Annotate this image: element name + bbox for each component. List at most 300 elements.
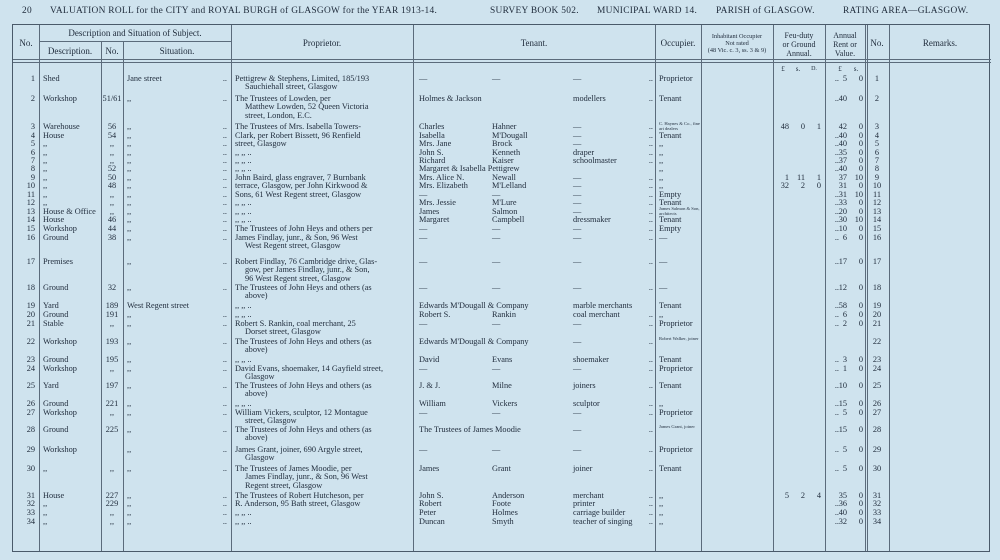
occupier: Tenant — [659, 215, 682, 224]
tenant-first-name: James — [419, 207, 440, 216]
row-number-right: 3 — [874, 122, 880, 131]
tenant-first-name: John S. — [419, 148, 444, 157]
description: Shed — [43, 74, 60, 83]
tenant-leader: .. — [648, 319, 653, 328]
proprietor-line: ,, ,, .. — [235, 156, 252, 165]
row-number-right: 17 — [872, 257, 882, 266]
situation: ,, — [127, 94, 132, 103]
occupier-note: Robert Walker, joiner — [659, 336, 699, 341]
survey-book: SURVEY BOOK 502. — [490, 6, 579, 16]
proprietor-line: R. Anderson, 95 Bath street, Glasgow — [235, 499, 361, 508]
tenant-occupation: draper — [573, 148, 595, 157]
annual-shillings: 0 — [858, 181, 863, 190]
tenant-first-name: Edwards M'Dougall & Company — [419, 301, 529, 310]
row-number: 27 — [26, 408, 35, 417]
occupier: ,, — [659, 499, 664, 508]
proprietor-line: ,, ,, .. — [235, 355, 252, 364]
description: ,, — [43, 173, 48, 182]
situation: ,, — [127, 355, 132, 364]
row-number-right: 24 — [872, 364, 882, 373]
tenant-occupation: modellers — [573, 94, 606, 103]
tenant-surname: Milne — [492, 381, 512, 390]
street-number: 191 — [105, 310, 119, 319]
tenant-first-name: — — [419, 283, 428, 292]
row-number: 20 — [26, 310, 35, 319]
description: Ground — [43, 399, 69, 408]
rating-area: RATING AREA—GLASGOW. — [843, 6, 969, 16]
situation: Jane street — [127, 74, 162, 83]
tenant-first-name: Edwards M'Dougall & Company — [419, 337, 529, 346]
tenant-leader: .. — [648, 139, 653, 148]
feu-pounds-head: £ — [781, 65, 785, 73]
proprietor-line: Robert Findlay, 76 Cambridge drive, Glas- — [235, 257, 378, 266]
annual-shillings: 10 — [854, 173, 863, 182]
situation-leader: .. — [222, 464, 227, 473]
feu-shillings: 2 — [800, 181, 805, 190]
annual-pounds: 3 — [842, 355, 847, 364]
street-number: ,, — [109, 207, 115, 216]
description: Ground — [43, 310, 69, 319]
annual-pounds: 6 — [842, 233, 847, 242]
occupier: ,, — [659, 399, 664, 408]
occupier-note: James Salmon & Son, architects — [659, 206, 700, 216]
situation-leader: .. — [222, 337, 227, 346]
street-number: 189 — [105, 301, 119, 310]
annual-shillings: 0 — [858, 224, 863, 233]
situation-leader: .. — [222, 491, 227, 500]
row-number-right: 16 — [872, 233, 882, 242]
tenant-occupation: printer — [573, 499, 596, 508]
situation: ,, — [127, 464, 132, 473]
annual-shillings: 0 — [858, 198, 863, 207]
street-number: ,, — [109, 464, 115, 473]
street-number: ,, — [109, 319, 115, 328]
row-number-right: 10 — [872, 181, 882, 190]
occupier: ,, — [659, 508, 664, 517]
tenant-surname: — — [492, 408, 501, 417]
tenant-first-name: William — [419, 399, 446, 408]
row-number-right: 6 — [874, 148, 880, 157]
tenant-first-name: — — [419, 224, 428, 233]
tenant-occupation: — — [573, 408, 582, 417]
row-number-right: 21 — [872, 319, 882, 328]
annual-shillings: 0 — [858, 139, 863, 148]
description: Stable — [43, 319, 64, 328]
proprietor-line: Regent street, Glasgow — [245, 480, 323, 490]
annual-leader: .. — [834, 310, 839, 319]
annual-pounds: 2 — [842, 319, 847, 328]
situation-leader: .. — [222, 198, 227, 207]
situation: ,, — [127, 164, 132, 173]
description: Ground — [43, 283, 69, 292]
tenant-first-name: — — [419, 445, 428, 454]
col-proprietor: Proprietor. — [302, 38, 342, 48]
situation: ,, — [127, 173, 132, 182]
tenant-occupation: — — [573, 131, 582, 140]
tenant-first-name: — — [419, 408, 428, 417]
situation-leader: .. — [222, 399, 227, 408]
situation-leader: .. — [222, 156, 227, 165]
row-number: 28 — [26, 425, 35, 434]
street-number: 54 — [107, 131, 117, 140]
situation: ,, — [127, 310, 132, 319]
tenant-occupation: coal merchant — [573, 310, 620, 319]
occupier: ,, — [659, 491, 664, 500]
tenant-surname: Smyth — [492, 517, 514, 526]
tenant-first-name: — — [419, 74, 428, 83]
situation: ,, — [127, 399, 132, 408]
annual-leader: .. — [834, 399, 839, 408]
annual-shillings: 0 — [858, 131, 863, 140]
tenant-surname: — — [492, 233, 501, 242]
annual-leader: .. — [834, 215, 839, 224]
row-number: 1 — [30, 74, 35, 83]
proprietor-line: ,, ,, .. — [235, 207, 252, 216]
street-number: 48 — [107, 181, 117, 190]
occupier-note: C. Haynes & Co., fine art dealers — [659, 121, 700, 131]
annual-shillings: 0 — [858, 517, 863, 526]
row-number-right: 19 — [872, 301, 882, 310]
col-no-right: No. — [870, 38, 884, 48]
row-number-right: 15 — [872, 224, 882, 233]
row-number-right: 25 — [872, 381, 882, 390]
description: ,, — [43, 156, 48, 165]
tenant-occupation: — — [573, 364, 582, 373]
description: Workshop — [43, 337, 77, 346]
situation-leader: .. — [222, 181, 227, 190]
annual-pounds: 30 — [838, 215, 847, 224]
tenant-surname: M'Dougall — [492, 131, 528, 140]
street-number: 227 — [105, 491, 119, 500]
description: House & Office — [43, 207, 96, 216]
description: ,, — [43, 164, 48, 173]
annual-pounds: 31 — [838, 181, 847, 190]
situation: ,, — [127, 337, 132, 346]
tenant-leader: .. — [648, 94, 653, 103]
roll-table — [12, 24, 990, 552]
col-desc-no: No. — [105, 46, 119, 56]
annual-leader: .. — [834, 364, 839, 373]
proprietor-line: 96 West Regent street, Glasgow — [245, 273, 351, 283]
description: Workshop — [43, 445, 77, 454]
occupier: ,, — [659, 310, 664, 319]
row-number-right: 31 — [872, 491, 882, 500]
tenant-surname: Salmon — [492, 207, 518, 216]
annual-pounds: 37 — [838, 173, 847, 182]
occupier: — — [659, 257, 668, 266]
tenant-surname: — — [492, 224, 501, 233]
tenant-first-name: Margaret — [419, 215, 450, 224]
tenant-first-name: — — [419, 190, 428, 199]
municipal-ward: MUNICIPAL WARD 14. — [597, 6, 698, 16]
tenant-first-name: Mrs. Jessie — [419, 198, 456, 207]
row-number: 16 — [26, 233, 35, 242]
annual-shillings: 0 — [858, 156, 863, 165]
tenant-leader: .. — [648, 190, 653, 199]
tenant-occupation: — — [573, 319, 582, 328]
proprietor-line: James Grant, joiner, 690 Argyle street, — [235, 445, 363, 454]
annual-pounds: 35 — [838, 491, 847, 500]
tenant-surname: Evans — [492, 355, 513, 364]
occupier: Tenant — [659, 464, 682, 473]
tenant-leader: .. — [648, 499, 653, 508]
tenant-leader: .. — [648, 491, 653, 500]
annual-shillings: 0 — [858, 491, 863, 500]
street-number: 38 — [107, 233, 117, 242]
tenant-surname: Brock — [492, 139, 513, 148]
proprietor-line: above) — [245, 433, 268, 443]
street-number: 46 — [107, 215, 117, 224]
row-number-right: 14 — [872, 215, 882, 224]
situation-leader: .. — [222, 139, 227, 148]
tenant-occupation: — — [573, 283, 582, 292]
tenant-leader: .. — [648, 148, 653, 157]
annual-leader: .. — [834, 445, 839, 454]
tenant-leader: .. — [648, 445, 653, 454]
proprietor-line: The Trustees of Mrs. Isabella Towers- — [235, 122, 362, 131]
row-number-right: 34 — [872, 517, 882, 526]
tenant-first-name: The Trustees of James Moodie — [419, 425, 521, 434]
tenant-occupation: marble merchants — [573, 301, 633, 310]
col-tenant: Tenant. — [520, 38, 548, 48]
situation-leader: .. — [222, 215, 227, 224]
annual-pounds: 1 — [842, 364, 847, 373]
tenant-leader: .. — [648, 283, 653, 292]
situation-leader: .. — [222, 190, 227, 199]
street-number: 195 — [105, 355, 119, 364]
annual-pounds: 42 — [838, 122, 847, 131]
annual-shillings: 0 — [858, 207, 863, 216]
description: House — [43, 215, 65, 224]
annual-leader: .. — [834, 301, 839, 310]
proprietor-line: The Trustees of John Heys and others (as — [235, 283, 372, 292]
description: ,, — [43, 181, 48, 190]
tenant-occupation: carriage builder — [573, 508, 626, 517]
annual-leader: .. — [834, 94, 839, 103]
feu-pence: 4 — [816, 491, 821, 500]
tenant-occupation: — — [573, 181, 582, 190]
row-number-right: 32 — [872, 499, 882, 508]
street-number: 44 — [107, 224, 117, 233]
row-number-right: 20 — [872, 310, 882, 319]
row-number: 25 — [26, 381, 35, 390]
tenant-leader: .. — [648, 337, 653, 346]
proprietor-line: John Baird, glass engraver, 7 Burnbank — [235, 173, 366, 182]
annual-shillings: 0 — [858, 408, 863, 417]
annual-pounds: 5 — [842, 464, 847, 473]
situation-leader: .. — [222, 355, 227, 364]
row-number-right: 28 — [872, 425, 882, 434]
tenant-leader: .. — [648, 364, 653, 373]
proprietor-line: ,, ,, .. — [235, 399, 252, 408]
tenant-leader: .. — [648, 517, 653, 526]
situation-leader: .. — [222, 207, 227, 216]
annual-shillings: 0 — [858, 381, 863, 390]
occupier: Proprietor — [659, 408, 693, 417]
description: ,, — [43, 508, 48, 517]
proprietor-line: The Trustees of Lowden, per — [235, 94, 331, 103]
annual-leader: .. — [834, 224, 839, 233]
proprietor-line: street, London, E.C. — [245, 110, 312, 120]
occupier: ,, — [659, 517, 664, 526]
proprietor-line: ,, ,, .. — [235, 508, 252, 517]
tenant-occupation: shoemaker — [573, 355, 609, 364]
situation-leader: .. — [222, 445, 227, 454]
row-number: 22 — [26, 337, 35, 346]
street-number: ,, — [109, 190, 115, 199]
proprietor-line: David Evans, shoemaker, 14 Gayfield street, — [235, 364, 384, 373]
tenant-leader: .. — [648, 131, 653, 140]
situation-leader: .. — [222, 283, 227, 292]
street-number: ,, — [109, 517, 115, 526]
annual-shillings: 0 — [858, 74, 863, 83]
proprietor-line: Matthew Lowden, 52 Queen Victoria — [245, 102, 369, 112]
situation-leader: .. — [222, 257, 227, 266]
proprietor-line: The Trustees of John Heys and others (as — [235, 337, 372, 346]
tenant-first-name: — — [419, 364, 428, 373]
tenant-occupation: dressmaker — [573, 215, 611, 224]
situation: ,, — [127, 207, 132, 216]
col-description: Description. — [47, 46, 93, 56]
proprietor-line: James Findlay, junr., & Son, 96 West — [235, 233, 358, 242]
row-number-right: 18 — [872, 283, 882, 292]
tenant-surname: Anderson — [492, 491, 525, 500]
row-number: 12 — [26, 198, 35, 207]
tenant-surname: — — [492, 319, 501, 328]
row-number-right: 7 — [874, 156, 880, 165]
tenant-leader: .. — [648, 207, 653, 216]
annual-pounds: 40 — [838, 131, 847, 140]
annual-pounds: 15 — [838, 425, 847, 434]
feu-pounds: 1 — [784, 173, 789, 182]
row-number: 30 — [26, 464, 35, 473]
row-number-right: 22 — [872, 337, 882, 346]
proprietor-line: The Trustees of John Heys and others (as — [235, 425, 372, 434]
situation-leader: .. — [222, 310, 227, 319]
annual-pounds: 6 — [842, 310, 847, 319]
proprietor-line: William Vickers, sculptor, 12 Montague — [235, 408, 368, 417]
annual-shillings: 0 — [858, 283, 863, 292]
tenant-leader: .. — [648, 381, 653, 390]
annual-leader: .. — [834, 283, 839, 292]
annual-leader: .. — [834, 508, 839, 517]
situation: ,, — [127, 257, 132, 266]
annual-pounds: 40 — [838, 508, 847, 517]
occupier: Proprietor — [659, 319, 693, 328]
situation-leader: .. — [222, 499, 227, 508]
tenant-surname: — — [492, 445, 501, 454]
row-number: 9 — [30, 173, 35, 182]
row-number: 3 — [30, 122, 35, 131]
annual-pounds: 40 — [838, 139, 847, 148]
proprietor-line: ,, ,, .. — [235, 164, 252, 173]
tenant-first-name: Mrs. Alice N. — [419, 173, 465, 182]
row-number-right: 23 — [872, 355, 882, 364]
proprietor-line: Glasgow — [245, 453, 275, 463]
annual-shillings: 0 — [858, 122, 863, 131]
proprietor-line: The Trustees of Robert Hutcheson, per — [235, 491, 364, 500]
col-situation: Situation. — [159, 46, 195, 56]
parish: PARISH of GLASGOW. — [716, 6, 815, 16]
row-number: 5 — [30, 139, 35, 148]
feu-pence: 1 — [816, 173, 821, 182]
row-number: 21 — [26, 319, 35, 328]
situation: ,, — [127, 131, 132, 140]
annual-pounds: 31 — [838, 190, 847, 199]
annual-shillings: 10 — [854, 190, 863, 199]
occupier: Empty — [659, 190, 682, 199]
tenant-first-name: Mrs. Elizabeth — [419, 181, 468, 190]
tenant-first-name: David — [419, 355, 440, 364]
tenant-leader: .. — [648, 355, 653, 364]
tenant-surname: Campbell — [492, 215, 525, 224]
row-number-right: 2 — [874, 94, 880, 103]
tenant-surname: M'Lure — [492, 198, 517, 207]
row-number: 23 — [26, 355, 35, 364]
row-number: 29 — [26, 445, 35, 454]
description: ,, — [43, 517, 48, 526]
annual-leader: .. — [834, 74, 839, 83]
row-number: 13 — [26, 207, 35, 216]
row-number: 33 — [26, 508, 35, 517]
occupier-note: James Grant, joiner — [659, 424, 695, 429]
occupier: Proprietor — [659, 364, 693, 373]
row-number-right: 29 — [872, 445, 882, 454]
annual-pounds: 5 — [842, 408, 847, 417]
row-number-right: 11 — [873, 190, 881, 199]
situation: ,, — [127, 283, 132, 292]
proprietor-line: ,, ,, .. — [235, 310, 252, 319]
situation-leader: .. — [222, 94, 227, 103]
annual-leader: .. — [834, 499, 839, 508]
annual-leader: .. — [834, 207, 839, 216]
situation-leader: .. — [222, 148, 227, 157]
situation-leader: .. — [222, 74, 227, 83]
annual-pounds: 20 — [838, 207, 847, 216]
tenant-leader: .. — [648, 74, 653, 83]
proprietor-line: Pettigrew & Stephens, Limited, 185/193 — [235, 74, 370, 83]
annual-shillings: 0 — [858, 148, 863, 157]
tenant-occupation: — — [573, 122, 582, 131]
tenant-first-name: Robert — [419, 499, 442, 508]
situation-leader: .. — [222, 364, 227, 373]
row-number-right: 12 — [872, 198, 882, 207]
annual-shillings: 0 — [858, 257, 863, 266]
row-number-right: 26 — [872, 399, 882, 408]
occupier: ,, — [659, 156, 664, 165]
description: ,, — [43, 464, 48, 473]
description: ,, — [43, 499, 48, 508]
occupier: Tenant — [659, 355, 682, 364]
situation-leader: .. — [222, 517, 227, 526]
annual-leader: .. — [834, 156, 839, 165]
annual-shillings: 0 — [858, 508, 863, 517]
tenant-surname: M'Lelland — [492, 181, 527, 190]
situation-leader: .. — [222, 233, 227, 242]
annual-pounds: 58 — [838, 301, 847, 310]
situation-leader: .. — [222, 425, 227, 434]
situation-leader: .. — [222, 319, 227, 328]
annual-leader: .. — [834, 190, 839, 199]
feu-pence: 1 — [816, 122, 821, 131]
tenant-first-name: Isabella — [419, 131, 445, 140]
feu-shillings: 11 — [797, 173, 805, 182]
street-number: 221 — [105, 399, 119, 408]
tenant-leader: .. — [648, 156, 653, 165]
annual-pounds-head: £ — [838, 65, 842, 73]
annual-shillings: 0 — [858, 94, 863, 103]
tenant-occupation: — — [573, 233, 582, 242]
